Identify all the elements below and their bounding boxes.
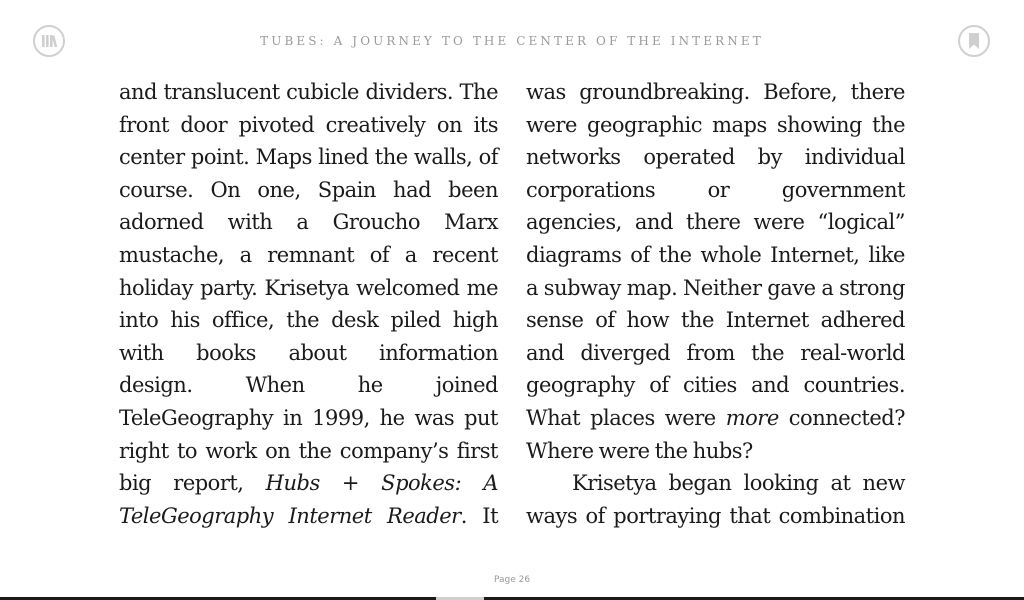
book-title: TUBES: A JOURNEY TO THE CENTER OF THE INTERNET: [260, 34, 764, 48]
bookmark-icon: [966, 32, 982, 50]
text-line: adorned with a Groucho Marx: [119, 210, 498, 235]
text-line: into his office, the desk piled high: [119, 308, 498, 333]
text-line: center point. Maps lined the walls, of: [119, 145, 498, 170]
text-line: corporations or government: [526, 177, 905, 202]
italic-book-title: TeleGeography Internet Reader: [119, 503, 461, 528]
text-line: were geographic maps showing the: [526, 112, 905, 137]
text-line: [119, 500, 498, 533]
text-line: mustache, a remnant of a recent: [119, 242, 498, 267]
text-line: and diverged from the real-world: [526, 340, 905, 365]
text-fragment: connected?: [778, 405, 906, 430]
text-line: front door pivoted creatively on its: [119, 112, 498, 137]
italic-emphasis: more: [725, 405, 779, 430]
page-number: Page 26: [493, 575, 531, 585]
text-line: with books about information: [119, 340, 498, 365]
text-line: design. When he joined: [119, 373, 498, 398]
text-line: holiday party. Krisetya welcomed me: [119, 275, 498, 300]
text-fragment: . It: [460, 503, 499, 528]
italic-book-title: Hubs + Spokes: A: [265, 471, 498, 496]
text-line: geography of cities and countries.: [526, 373, 905, 398]
text-line: was groundbreaking. Before, there: [526, 80, 905, 104]
text-fragment: big report,: [119, 471, 266, 496]
text-line: and translucent cubicle dividers. The: [119, 80, 498, 104]
text-fragment: What places were: [526, 405, 726, 430]
text-line: Where were the hubs?: [526, 438, 753, 463]
page-text-right-column: [526, 76, 905, 532]
text-line: Krisetya began looking at new: [572, 471, 905, 496]
text-line: ways of portraying that combination: [526, 503, 905, 528]
text-line: [526, 402, 905, 435]
text-line: sense of how the Internet adhered: [526, 308, 905, 333]
bookmark-button[interactable]: [958, 25, 990, 57]
text-line: right to work on the company’s first: [119, 438, 498, 463]
text-line: a subway map. Neither gave a strong: [526, 275, 905, 300]
page-text-left-column: [119, 76, 498, 532]
text-line: networks operated by individual: [526, 145, 905, 170]
reader-top-bar: [0, 0, 1024, 80]
text-line: course. On one, Spain had been: [119, 177, 498, 202]
text-line: agencies, and there were “logical”: [526, 210, 905, 235]
text-line: TeleGeography in 1999, he was put: [119, 405, 498, 430]
text-line: diagrams of the whole Internet, like: [526, 242, 905, 267]
text-line: [119, 467, 498, 500]
